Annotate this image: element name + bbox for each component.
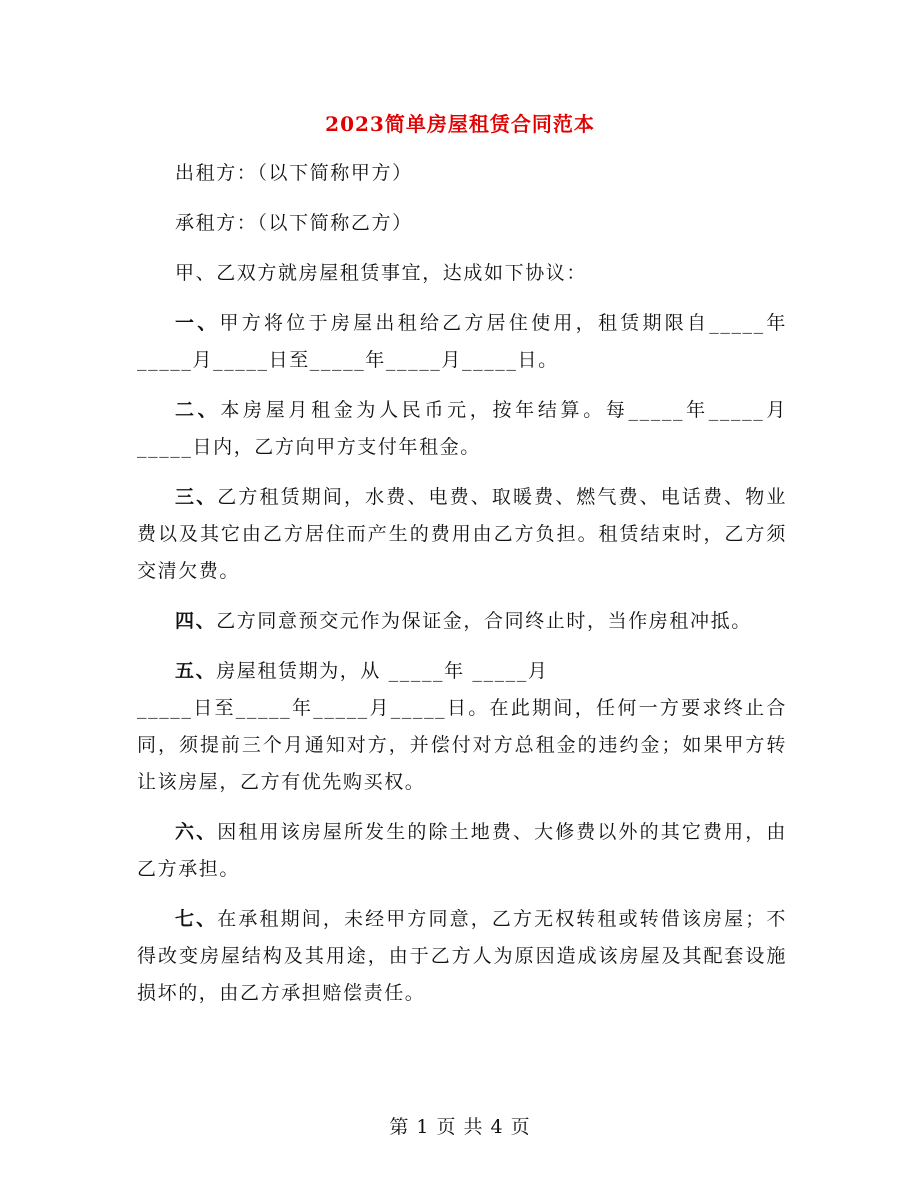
- clause-5-continued: [137, 690, 787, 801]
- clause-lessor: [137, 155, 787, 192]
- clause-heading: 二、: [175, 399, 221, 421]
- clause-heading: 五、: [175, 660, 217, 682]
- clause-text: 房屋租赁期为，从 _____年 _____月: [216, 660, 549, 682]
- clause-text: 乙方租赁期间，水费、电费、取暖费、燃气费、电话费、物业费以及其它由乙方居住而产生的费用由乙方负担。租赁结束时，乙方须交清欠费。: [137, 486, 788, 582]
- clause-5: [137, 653, 787, 690]
- document-title: 2023简单房屋租赁合同范本: [325, 112, 595, 136]
- clause-heading: 一、: [175, 312, 220, 334]
- clause-text: 在承租期间，未经甲方同意，乙方无权转租或转借该房屋；不得改变房屋结构及其用途，由于乙方人为原因造成该房屋及其配套设施损坏的，由乙方承担赔偿责任。: [137, 908, 788, 1004]
- clause-heading: 七、: [175, 908, 218, 930]
- clause-1: [137, 305, 787, 379]
- clause-text: 甲、乙双方就房屋租赁事宜，达成如下协议：: [175, 262, 588, 284]
- clause-7: [137, 901, 787, 1012]
- clause-3: [137, 479, 787, 590]
- clause-text: 承租方：（以下简称乙方）: [175, 212, 413, 234]
- clause-lessee: [137, 205, 787, 242]
- clause-heading: 三、: [175, 486, 218, 508]
- clause-6: [137, 814, 787, 888]
- clause-text: 乙方同意预交元作为保证金，合同终止时，当作房租冲抵。: [216, 610, 752, 632]
- clause-agreement-intro: [137, 255, 787, 292]
- clause-heading: 四、: [175, 610, 217, 632]
- clause-text: _____日至_____年_____月_____日。在此期间，任何一方要求终止合同，须提前三个月通知对方，并偿付对方总租金的违约金；如果甲方转让该房屋，乙方有优先购买权。: [137, 697, 787, 793]
- clause-text: 因租用该房屋所发生的除土地费、大修费以外的其它费用，由乙方承担。: [137, 821, 788, 880]
- clause-text: 出租方：（以下简称甲方）: [175, 162, 413, 184]
- clause-text: 甲方将位于房屋出租给乙方居住使用，租赁期限自_____年_____月_____日至_____年_____月_____日。: [137, 312, 787, 371]
- page-footer: 第 1 页 共 4 页: [389, 1116, 531, 1138]
- clause-heading: 六、: [175, 821, 218, 843]
- clause-2: [137, 392, 787, 466]
- clause-4: [137, 603, 787, 640]
- clause-text: 本房屋月租金为人民币元，按年结算。每_____年_____月_____日内，乙方向甲方支付年租金。: [137, 399, 787, 458]
- contract-body: [137, 155, 787, 1025]
